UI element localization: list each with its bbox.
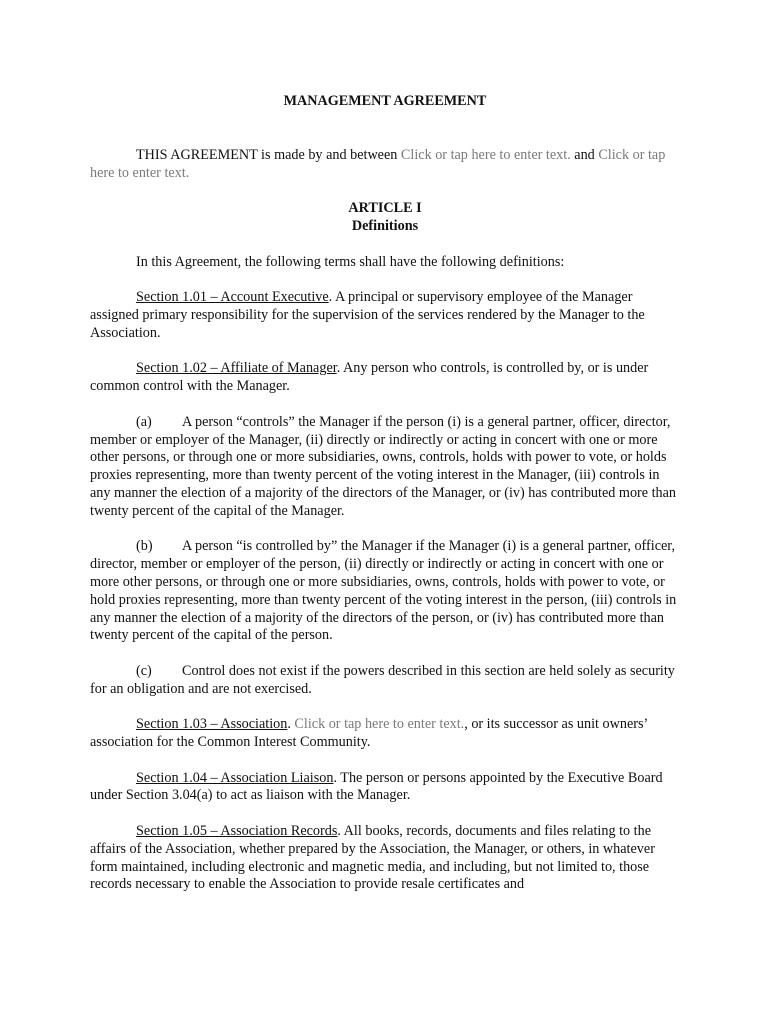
article-heading bbox=[90, 200, 680, 236]
association-name-field[interactable]: Click or tap here to enter text. bbox=[294, 716, 465, 733]
section-1-03-title: Section 1.03 – Association bbox=[136, 716, 288, 733]
article-number: ARTICLE I bbox=[348, 200, 422, 217]
section-1-02-title: Section 1.02 – Affiliate of Manager bbox=[136, 360, 337, 377]
section-1-01-title: Section 1.01 – Account Executive bbox=[136, 289, 329, 306]
section-1-04-text: . The person or persons appointed by the Executive Board under Section 3.04(a) to act as liaison with the Manager. bbox=[90, 769, 663, 804]
section-1-05 bbox=[90, 823, 680, 894]
document-title: MANAGEMENT AGREEMENT bbox=[283, 93, 487, 109]
subsection-c-text: Control does not exist if the powers described in this section are held solely as security for an obligation and are not exercised. bbox=[90, 662, 675, 697]
party-1-field[interactable]: Click or tap here to enter text. bbox=[400, 146, 571, 163]
section-1-03-sep: . bbox=[287, 716, 295, 733]
subsection-b-label: (b) bbox=[136, 538, 153, 555]
party-2-field[interactable]: Click or tap here to enter text. bbox=[90, 146, 666, 181]
section-1-03-text: , or its successor as unit owners’ association for the Common Interest Community. bbox=[90, 716, 648, 751]
subsection-1-02-c bbox=[90, 663, 680, 699]
intro-lead: THIS AGREEMENT is made by and between bbox=[136, 146, 398, 163]
subsection-1-02-b bbox=[90, 538, 680, 645]
section-1-02-text: . Any person who controls, is controlled by, or is under common control with the Manager. bbox=[90, 360, 649, 395]
section-1-04 bbox=[90, 770, 680, 806]
section-1-04-title: Section 1.04 – Association Liaison bbox=[136, 769, 334, 786]
intro-joiner: and bbox=[574, 146, 595, 163]
section-1-03 bbox=[90, 716, 680, 752]
article-name: Definitions bbox=[351, 217, 419, 234]
section-1-05-title: Section 1.05 – Association Records bbox=[136, 823, 338, 840]
section-1-01 bbox=[90, 289, 680, 342]
section-1-01-text: . A principal or supervisory employee of the Manager assigned primary responsibility for the supervision of the services rendered by the Manager to the Association. bbox=[90, 289, 645, 341]
subsection-c-label: (c) bbox=[136, 662, 152, 679]
subsection-b-text: A person “is controlled by” the Manager if the Manager (i) is a general partner, officer, director, member or employer of the person, (ii) directly or indirectly or acting in concert with one or more other persons, or through one or more subsidiaries, owns, controls, holds with power to vote, or hold proxies representing, more than twenty percent of the voting interest in the person, (iii) controls in any manner the election of a majority of the directors of the person, or (iv) has contributed more than twenty percent of the capital of the person. bbox=[90, 538, 677, 644]
subsection-1-02-a bbox=[90, 414, 680, 521]
intro-paragraph bbox=[90, 147, 680, 183]
definitions-intro: In this Agreement, the following terms shall have the following definitions: bbox=[136, 253, 565, 270]
section-1-05-text: . All books, records, documents and files relating to the affairs of the Association, whether prepared by the Association, the Manager, or others, in whatever form maintained, including electronic and magnetic media, and including, but not limited to, those records necessary to enable the Association to provide resale certificates and bbox=[90, 823, 655, 893]
subsection-a-label: (a) bbox=[136, 413, 152, 430]
section-1-02 bbox=[90, 360, 680, 396]
subsection-a-text: A person “controls” the Manager if the person (i) is a general partner, officer, director, member or employer of the Manager, (ii) directly or indirectly or acting in concert with one or more other persons, or through one or more subsidiaries, owns, controls, holds with power to vote, or holds proxies representing, more than twenty percent of the voting interest in the Manager, (iii) controls in any manner the election of a majority of the directors of the Manager, or (iv) has contributed more than twenty percent of the capital of the Manager. bbox=[90, 413, 677, 519]
